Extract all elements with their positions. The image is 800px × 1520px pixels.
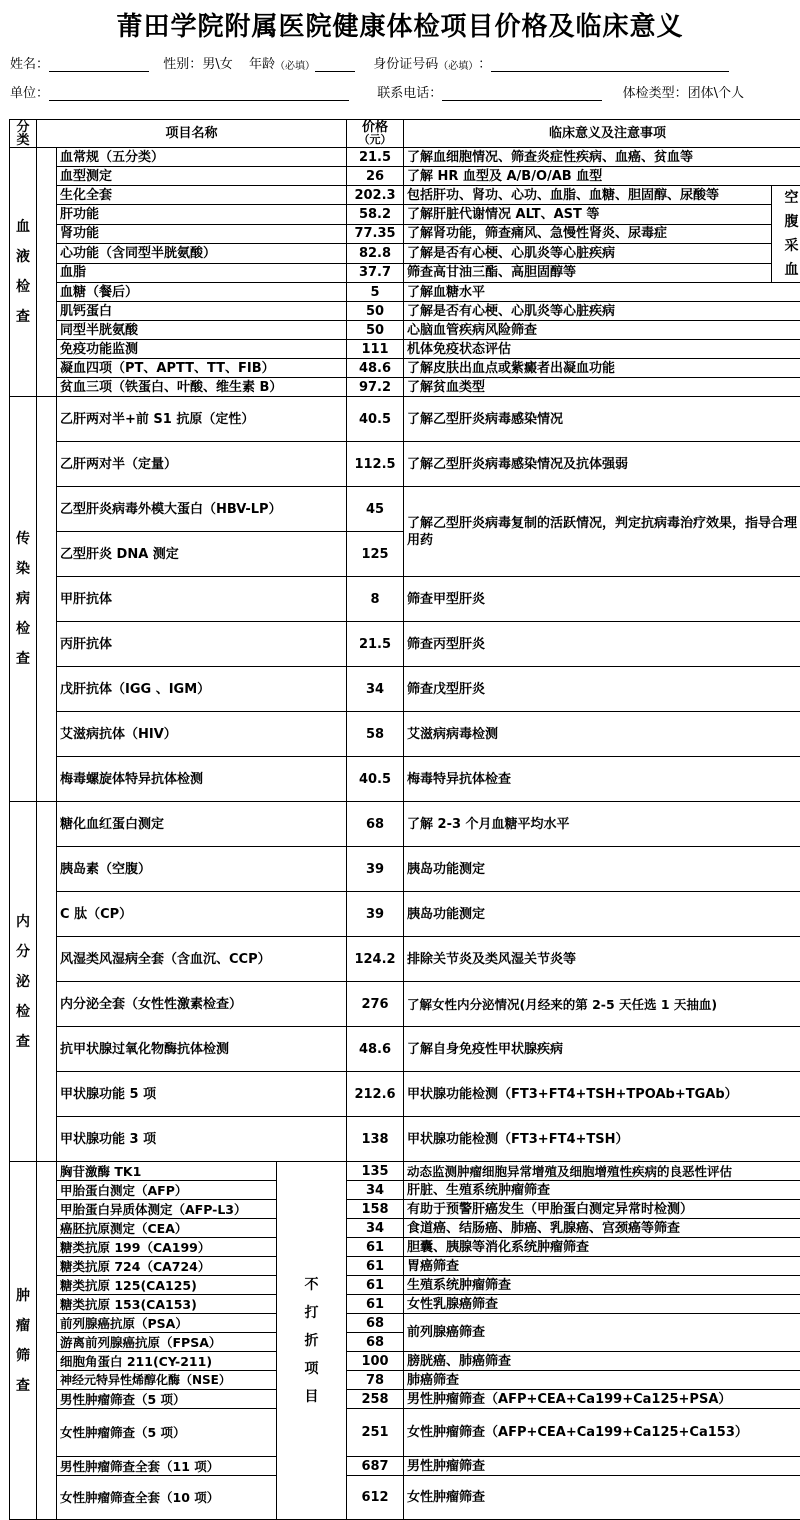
name-field[interactable] [49, 57, 149, 72]
table-row: 血糖（餐后） 5 了解血糖水平 [10, 283, 800, 302]
table-row: 凝血四项（PT、APTT、TT、FIB） 48.6 了解皮肤出血点或紫癜者出凝血功能 [10, 359, 800, 378]
table-row: 抗甲状腺过氧化物酶抗体检测 48.6 了解自身免疫性甲状腺疾病 [10, 1027, 800, 1072]
phone-field[interactable] [442, 86, 602, 101]
table-row: 糖类抗原 153(CA153) 61 女性乳腺癌筛查 [10, 1295, 800, 1314]
header-name: 项目名称 [37, 120, 347, 148]
table-row: 肌钙蛋白 50 了解是否有心梗、心肌炎等心脏疾病 [10, 302, 800, 321]
table-row: 艾滋病抗体（HIV） 58 艾滋病病毒检测 [10, 712, 800, 757]
table-row: 梅毒螺旋体特异抗体检测 40.5 梅毒特异抗体检查 [10, 757, 800, 802]
age-required-note: （必填） [275, 57, 315, 72]
table-row: 糖类抗原 125(CA125) 61 生殖系统肿瘤筛查 [10, 1276, 800, 1295]
table-row: 传染病检查 乙肝两对半+前 S1 抗原（定性） 40.5 了解乙型肝炎病毒感染情况 [10, 397, 800, 442]
table-row: 丙肝抗体 21.5 筛查丙型肝炎 [10, 622, 800, 667]
table-row: 血脂 37.7 筛查高甘油三酯、高胆固醇等 [10, 263, 800, 282]
table-row: 同型半胱氨酸 50 心脑血管疾病风险筛查 [10, 321, 800, 340]
table-row: 糖类抗原 724（CA724） 61 胃癌筛查 [10, 1257, 800, 1276]
id-required-note: （必填） [438, 57, 478, 72]
category-tumor: 肿瘤筛查 [10, 1162, 37, 1520]
table-row: 乙型肝炎病毒外模大蛋白（HBV-LP） 45 了解乙型肝炎病毒复制的活跃情况，判定抗病毒治疗效果，指导合理用药 [10, 487, 800, 532]
table-row: 甲胎蛋白测定（AFP） 34 肝脏、生殖系统肿瘤筛查 [10, 1181, 800, 1200]
table-row: 戊肝抗体（IGG 、IGM） 34 筛查戊型肝炎 [10, 667, 800, 712]
category-endocrine: 内分泌检查 [10, 802, 37, 1162]
id-field[interactable] [491, 57, 729, 72]
unit-label: 单位： [10, 82, 49, 101]
fasting-note: 空腹采血 [772, 186, 800, 283]
table-row: 生化全套 202.3 包括肝功、肾功、心功、血脂、血糖、胆固醇、尿酸等 空腹采血 [10, 186, 800, 205]
unit-field[interactable] [49, 86, 349, 101]
age-field[interactable] [315, 57, 355, 72]
table-header-row [10, 120, 800, 148]
table-row: 甲状腺功能 5 项 212.6 甲状腺功能检测（FT3+FT4+TSH+TPOAb+TGAb） [10, 1072, 800, 1117]
table-row: 男性肿瘤筛查（5 项） 258 男性肿瘤筛查（AFP+CEA+Ca199+Ca125+PSA） [10, 1390, 800, 1409]
table-row: 甲肝抗体 8 筛查甲型肝炎 [10, 577, 800, 622]
table-row: 血型测定 26 了解 HR 血型及 A/B/O/AB 血型 [10, 167, 800, 186]
form-row-2 [10, 82, 744, 101]
header-category: 分类 [10, 120, 37, 148]
header-price: 价格 （元） [347, 120, 404, 148]
category-blood: 血液检查 [10, 148, 37, 397]
table-row: 内分泌检查 糖化血红蛋白测定 68 了解 2-3 个月血糖平均水平 [10, 802, 800, 847]
table-row: 女性肿瘤筛查（5 项） 251 女性肿瘤筛查（AFP+CEA+Ca199+Ca125+Ca153） [10, 1409, 800, 1457]
category-infectious: 传染病检查 [10, 397, 37, 802]
gender-options[interactable]: 男\女 [202, 53, 232, 72]
table-row: 糖类抗原 199（CA199） 61 胆囊、胰腺等消化系统肿瘤筛查 [10, 1238, 800, 1257]
no-discount-note: 不打折项目 [277, 1162, 347, 1520]
table-row: 乙型肝炎 DNA 测定 125 [10, 532, 800, 577]
name-label: 姓名： [10, 53, 49, 72]
table-row: 癌胚抗原测定（CEA） 34 食道癌、结肠癌、肺癌、乳腺癌、宫颈癌等筛查 [10, 1219, 800, 1238]
table-row: 乙肝两对半（定量） 112.5 了解乙型肝炎病毒感染情况及抗体强弱 [10, 442, 800, 487]
gender-label: 性别： [163, 53, 202, 72]
age-label: 年龄 [249, 53, 275, 72]
table-row: 肿瘤筛查 胸苷激酶 TK1 不打折项目 135 动态监测肿瘤细胞异常增殖及细胞增殖性疾病的良恶性评估 [10, 1162, 800, 1181]
phone-label: 联系电话： [377, 82, 442, 101]
table-row: 细胞角蛋白 211(CY-211) 100 膀胱癌、肺癌筛查 [10, 1352, 800, 1371]
table-row: 肾功能 77.35 了解肾功能，筛查痛风、急慢性肾炎、尿毒症 [10, 224, 800, 243]
table-row: 胰岛素（空腹） 39 胰岛功能测定 [10, 847, 800, 892]
table-row: C 肽（CP） 39 胰岛功能测定 [10, 892, 800, 937]
table-row: 女性肿瘤筛查全套（10 项） 612 女性肿瘤筛查 [10, 1476, 800, 1520]
page-title: 莆田学院附属医院健康体检项目价格及临床意义 [0, 6, 800, 43]
table-row: 血液检查 血常规（五分类） 21.5 了解血细胞情况、筛查炎症性疾病、血癌、贫血等 [10, 148, 800, 167]
table-row: 心功能（含同型半胱氨酸） 82.8 了解是否有心梗、心肌炎等心脏疾病 [10, 244, 800, 263]
table-row: 肝功能 58.2 了解肝脏代谢情况 ALT、AST 等 [10, 205, 800, 224]
type-label: 体检类型： [623, 82, 688, 101]
table-row: 男性肿瘤筛查全套（11 项） 687 男性肿瘤筛查 [10, 1457, 800, 1476]
type-options[interactable]: 团体\个人 [688, 82, 744, 101]
table-row: 风湿类风湿病全套（含血沉、CCP） 124.2 排除关节炎及类风湿关节炎等 [10, 937, 800, 982]
header-meaning: 临床意义及注意事项 [404, 120, 800, 148]
table-row: 贫血三项（铁蛋白、叶酸、维生素 B） 97.2 了解贫血类型 [10, 378, 800, 397]
table-row: 免疫功能监测 111 机体免疫状态评估 [10, 340, 800, 359]
table-row: 游离前列腺癌抗原（FPSA） 68 [10, 1333, 800, 1352]
id-label: 身份证号码 [373, 53, 438, 72]
table-row: 神经元特异性烯醇化酶（NSE） 78 肺癌筛查 [10, 1371, 800, 1390]
form-row-1: 姓名： 性别：男\女 年龄（必填） 身份证号码（必填）： [10, 53, 729, 72]
table-row: 前列腺癌抗原（PSA） 68 前列腺癌筛查 [10, 1314, 800, 1333]
table-row: 内分泌全套（女性性激素检查） 276 了解女性内分泌情况(月经来的第 2-5 天任选 1 天抽血) [10, 982, 800, 1027]
table-row: 甲状腺功能 3 项 138 甲状腺功能检测（FT3+FT4+TSH） [10, 1117, 800, 1162]
table-row: 甲胎蛋白异质体测定（AFP-L3） 158 有助于预警肝癌发生（甲胎蛋白测定异常时检测） [10, 1200, 800, 1219]
price-table [9, 119, 800, 1520]
